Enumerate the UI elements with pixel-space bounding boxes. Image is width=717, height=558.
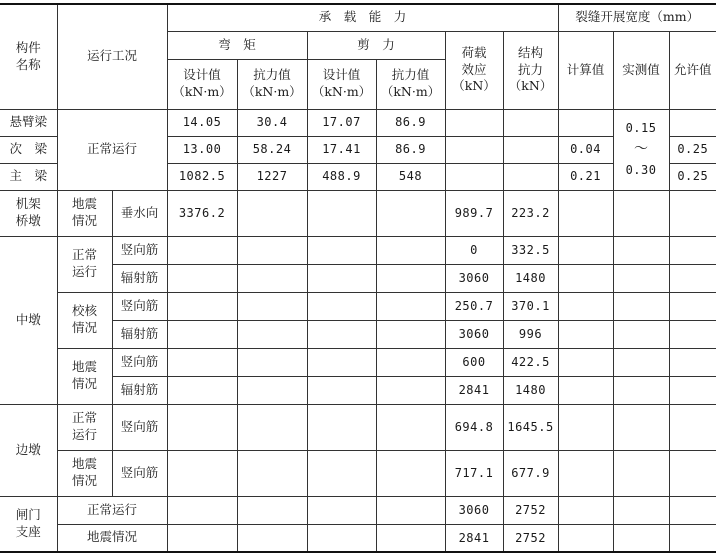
table-row: [0, 404, 716, 450]
load-effect: 0: [445, 236, 503, 264]
rebar-direction: 垂水向: [112, 190, 167, 236]
rebar-direction: 竖向筋: [112, 348, 167, 376]
load-effect: 2841: [445, 524, 503, 552]
shear-resist: 86.9: [376, 109, 445, 136]
structural-resistance: [503, 163, 558, 190]
structural-resistance: 422.5: [503, 348, 558, 376]
calc-value: 0.04: [558, 136, 613, 163]
shear-resist: 86.9: [376, 136, 445, 163]
table-row: [0, 236, 716, 264]
capacity-crack-table: [0, 3, 716, 553]
measured-value: [613, 190, 669, 236]
structural-resistance: 223.2: [503, 190, 558, 236]
shear-design: [307, 190, 376, 236]
row-name: 次 梁: [0, 136, 57, 163]
condition: 校核 情况: [57, 292, 112, 348]
row-name: 边墩: [0, 404, 57, 496]
row-name: 悬臂梁: [0, 109, 57, 136]
row-name: 主 梁: [0, 163, 57, 190]
condition: 地震 情况: [57, 348, 112, 404]
load-effect: 3060: [445, 496, 503, 524]
shear-resist: 548: [376, 163, 445, 190]
shear-design: 488.9: [307, 163, 376, 190]
structural-resistance: [503, 136, 558, 163]
calc-value: [558, 190, 613, 236]
calc-value: 0.21: [558, 163, 613, 190]
rebar-direction: 辐射筋: [112, 376, 167, 404]
row-name: 机架 桥墩: [0, 190, 57, 236]
shear-resist: [376, 190, 445, 236]
moment-design: 1082.5: [167, 163, 237, 190]
header-capacity: 承 载 能 力: [167, 4, 558, 31]
structural-resistance: 370.1: [503, 292, 558, 320]
rebar-direction: 竖向筋: [112, 292, 167, 320]
structural-resistance: 996: [503, 320, 558, 348]
load-effect: 3060: [445, 320, 503, 348]
header-moment-resist: 抗力值 （kN·m）: [237, 59, 307, 109]
measured-max: 0.30: [625, 162, 657, 177]
structural-resistance: 1480: [503, 264, 558, 292]
row-name: 中墩: [0, 236, 57, 404]
load-effect: 694.8: [445, 404, 503, 450]
header-shear-resist: 抗力值 （kN·m）: [376, 59, 445, 109]
header-shear: 剪 力: [307, 31, 445, 59]
table-row: [0, 496, 716, 524]
table-row: [0, 348, 716, 376]
moment-resist: 1227: [237, 163, 307, 190]
header-measured-value: 实测值: [613, 31, 669, 109]
table-row: [0, 190, 716, 236]
measured-range-sign: ～: [634, 141, 649, 158]
structural-resistance: [503, 109, 558, 136]
rebar-direction: 辐射筋: [112, 264, 167, 292]
rebar-direction: 辐射筋: [112, 320, 167, 348]
allowed-value: [669, 190, 716, 236]
shear-design: 17.41: [307, 136, 376, 163]
load-effect: 717.1: [445, 450, 503, 496]
condition: 正常运行: [57, 496, 167, 524]
allowed-value: 0.25: [669, 163, 716, 190]
header-calc-value: 计算值: [558, 31, 613, 109]
structural-resistance: 1645.5: [503, 404, 558, 450]
moment-resist: [237, 190, 307, 236]
condition-normal: 正常运行: [57, 109, 167, 190]
condition: 正常 运行: [57, 404, 112, 450]
load-effect: 600: [445, 348, 503, 376]
header-moment-design: 设计值 （kN·m）: [167, 59, 237, 109]
moment-design: 3376.2: [167, 190, 237, 236]
moment-design: 14.05: [167, 109, 237, 136]
moment-resist: 30.4: [237, 109, 307, 136]
measured-value: [613, 109, 669, 190]
allowed-value: 0.25: [669, 136, 716, 163]
calc-value: [558, 109, 613, 136]
structural-resistance: 2752: [503, 496, 558, 524]
shear-design: 17.07: [307, 109, 376, 136]
rebar-direction: 竖向筋: [112, 450, 167, 496]
rebar-direction: 竖向筋: [112, 236, 167, 264]
rebar-direction: 竖向筋: [112, 404, 167, 450]
load-effect: [445, 136, 503, 163]
structural-resistance: 2752: [503, 524, 558, 552]
structural-resistance: 677.9: [503, 450, 558, 496]
header-shear-design: 设计值 （kN·m）: [307, 59, 376, 109]
header-allowed-value: 允许值: [669, 31, 716, 109]
header-condition: 运行工况: [57, 4, 167, 109]
table-row: [0, 292, 716, 320]
condition: 地震情况: [57, 524, 167, 552]
table-row: [0, 109, 716, 136]
header-crack-width: 裂缝开展宽度（mm）: [558, 4, 716, 31]
header-moment: 弯 矩: [167, 31, 307, 59]
load-effect: 989.7: [445, 190, 503, 236]
header-load-effect: 荷载 效应 （kN）: [445, 31, 503, 109]
header-structural-resistance: 结构 抗力 （kN）: [503, 31, 558, 109]
structural-resistance: 1480: [503, 376, 558, 404]
measured-min: 0.15: [625, 121, 657, 136]
load-effect: 2841: [445, 376, 503, 404]
condition: 地震 情况: [57, 450, 112, 496]
row-name: 闸门 支座: [0, 496, 57, 552]
header-component-name: 构件 名称: [0, 4, 57, 109]
load-effect: [445, 109, 503, 136]
table-row: [0, 450, 716, 496]
table-row: [0, 524, 716, 552]
condition: 正常 运行: [57, 236, 112, 292]
moment-resist: 58.24: [237, 136, 307, 163]
load-effect: 250.7: [445, 292, 503, 320]
structural-resistance: 332.5: [503, 236, 558, 264]
allowed-value: [669, 109, 716, 136]
condition: 地震 情况: [57, 190, 112, 236]
load-effect: 3060: [445, 264, 503, 292]
moment-design: 13.00: [167, 136, 237, 163]
load-effect: [445, 163, 503, 190]
